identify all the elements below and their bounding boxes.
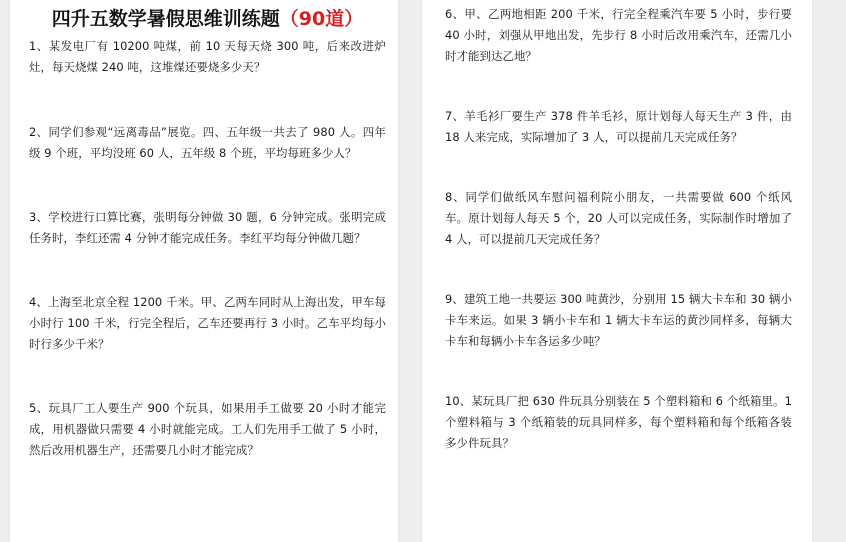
problem-3: 3、学校进行口算比赛，张明每分钟做 30 题，6 分钟完成。张明完成任务时，李红还需 4 分钟才能完成任务。李红平均每分钟做几题？ xyxy=(29,210,386,245)
problem-6: 6、甲、乙两地相距 200 千米，行完全程乘汽车要 5 小时，步行要 40 小时，刘强从甲地出发，先步行 8 小时后改用乘汽车，还需几小时才能到达乙地？ xyxy=(445,7,792,63)
problem-8: 8、同学们做纸风车慰问福利院小朋友，一共需要做 600 个纸风车。原计划每人每天 5 个，20 人可以完成任务，实际制作时增加了 4 人，可以提前几天完成任务？ xyxy=(445,190,792,246)
title-main: 四升五数学暑假思维训练题 xyxy=(51,8,280,30)
problem-5: 5、玩具厂工人要生产 900 个玩具，如果用手工做要 20 小时才能完成，用机器做只需要 4 小时就能完成。工人们先用手工做了 5 小时，然后改用机器生产，还需要几小时才能完成？ xyxy=(29,401,386,457)
document-page-right xyxy=(422,0,812,542)
problem-2: 2、同学们参观“远离毒品”展览。四、五年级一共去了 980 人。四年级 9 个班，平均没班 60 人，五年级 8 个班，平均每班多少人？ xyxy=(29,125,386,160)
document-page-left xyxy=(10,0,398,542)
problem-9: 9、建筑工地一共要运 300 吨黄沙，分别用 15 辆大卡车和 30 辆小卡车来运。如果 3 辆小卡车和 1 辆大卡车运的黄沙同样多，每辆大卡车和每辆小卡车各运多少吨？ xyxy=(445,292,792,348)
document-title xyxy=(29,6,386,32)
problem-10: 10、某玩具厂把 630 件玩具分别装在 5 个塑料箱和 6 个纸箱里。1 个塑料箱与 3 个纸箱装的玩具同样多，每个塑料箱和每个纸箱各装多少件玩具？ xyxy=(445,394,792,450)
problem-4: 4、上海至北京全程 1200 千米。甲、乙两车同时从上海出发，甲车每小时行 100 千米，行完全程后，乙车还要再行 3 小时。乙车平均每小时行多少千米？ xyxy=(29,295,386,351)
problem-1: 1、某发电厂有 10200 吨煤，前 10 天每天烧 300 吨，后来改进炉灶，每天烧煤 240 吨，这堆煤还要烧多少天？ xyxy=(29,39,386,74)
problem-7: 7、羊毛衫厂要生产 378 件羊毛衫，原计划每人每天生产 3 件，由 18 人来完成，实际增加了 3 人，可以提前几天完成任务？ xyxy=(445,109,792,144)
title-count: （90道） xyxy=(279,8,364,30)
